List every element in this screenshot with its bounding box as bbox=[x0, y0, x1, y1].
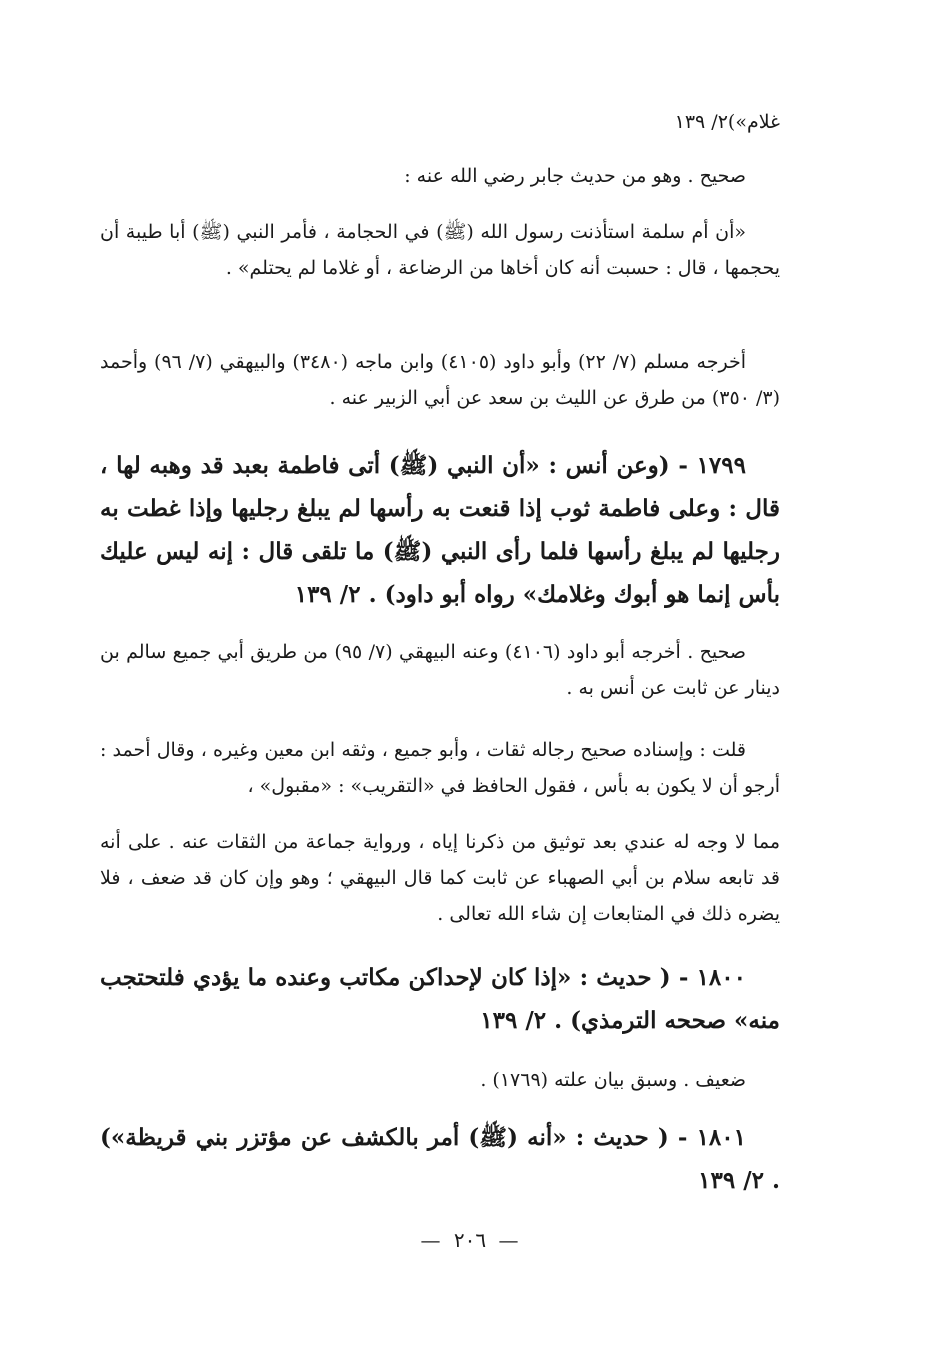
text-paragraph-grading: صحيح . وهو من حديث جابر رضي الله عنه : bbox=[404, 165, 746, 187]
footer-dash-icon: — bbox=[498, 1228, 520, 1252]
footer-dash-icon: — bbox=[420, 1228, 442, 1252]
text-line-continuation: غلام»)٢/ ١٣٩ bbox=[674, 111, 780, 133]
document-page bbox=[100, 104, 780, 1284]
text-paragraph-grading-1799: صحيح . أخرجه أبو داود (٤١٠٦) وعنه البيهقي (٧/ ٩٥) من طريق أبي جميع سالم بن دينار عن ثابت عن أنس به . bbox=[100, 641, 780, 699]
hadith-1800: ١٨٠٠ - ( حديث : «إذا كان لإحداكن مكاتب وعنده ما يؤدي فلتحتجب منه» صححه الترمذي) . ٢/ ١٣٩ bbox=[100, 964, 780, 1034]
hadith-1799: ١٧٩٩ - (وعن أنس : «أن النبي (ﷺ) أتى فاطمة بعبد قد وهبه لها ، قال : وعلى فاطمة ثوب إذا قنعت به رأسها لم يبلغ رجليها وإذا غطت به رجليها لم يبلغ رأسها فلما رأى النبي (ﷺ) ما تلقى قال : إنه ليس عليك بأس إنما هو أبوك وغلامك» رواه أبو داود) . ٢/ ١٣٩ bbox=[100, 452, 780, 608]
page-number: ٢٠٦ bbox=[453, 1228, 487, 1252]
text-paragraph-hadith-quote: «أن أم سلمة استأذنت رسول الله (ﷺ) في الحجامة ، فأمر النبي (ﷺ) أبا طيبة أن يحجمها ، قال : حسبت أنه كان أخاها من الرضاعة ، أو غلاما لم يحتلم» . bbox=[100, 221, 780, 279]
text-paragraph-takhrij: أخرجه مسلم (٧/ ٢٢) وأبو داود (٤١٠٥) وابن ماجه (٣٤٨٠) والبيهقي (٧/ ٩٦) وأحمد (٣/ ٣٥٠) من طرق عن الليث بن سعد عن أبي الزبير عنه . bbox=[100, 351, 780, 409]
text-paragraph-grading-1800: ضعيف . وسبق بيان علته (١٧٦٩) . bbox=[480, 1069, 746, 1091]
text-paragraph-comment-cont: مما لا وجه له عندي بعد توثيق من ذكرنا إياه ، ورواية جماعة من الثقات عنه . على أنه قد تابعه سلام بن أبي الصهباء عن ثابت كما قال البيهقي ؛ وهو وإن كان قد ضعف ، فلا يضره ذلك في المتابعات إن شاء الله تعالى . bbox=[100, 831, 780, 925]
page-footer bbox=[0, 1228, 940, 1252]
hadith-1801: ١٨٠١ - ( حديث : «أنه (ﷺ) أمر بالكشف عن مؤتزر بني قريظة») . ٢/ ١٣٩ bbox=[100, 1124, 780, 1194]
text-paragraph-comment: قلت : وإسناده صحيح رجاله ثقات ، وأبو جميع ، وثقه ابن معين وغيره ، وقال أحمد : أرجو أن لا يكون به بأس ، فقول الحافظ في «التقريب» : «مقبول» ، bbox=[100, 739, 780, 797]
